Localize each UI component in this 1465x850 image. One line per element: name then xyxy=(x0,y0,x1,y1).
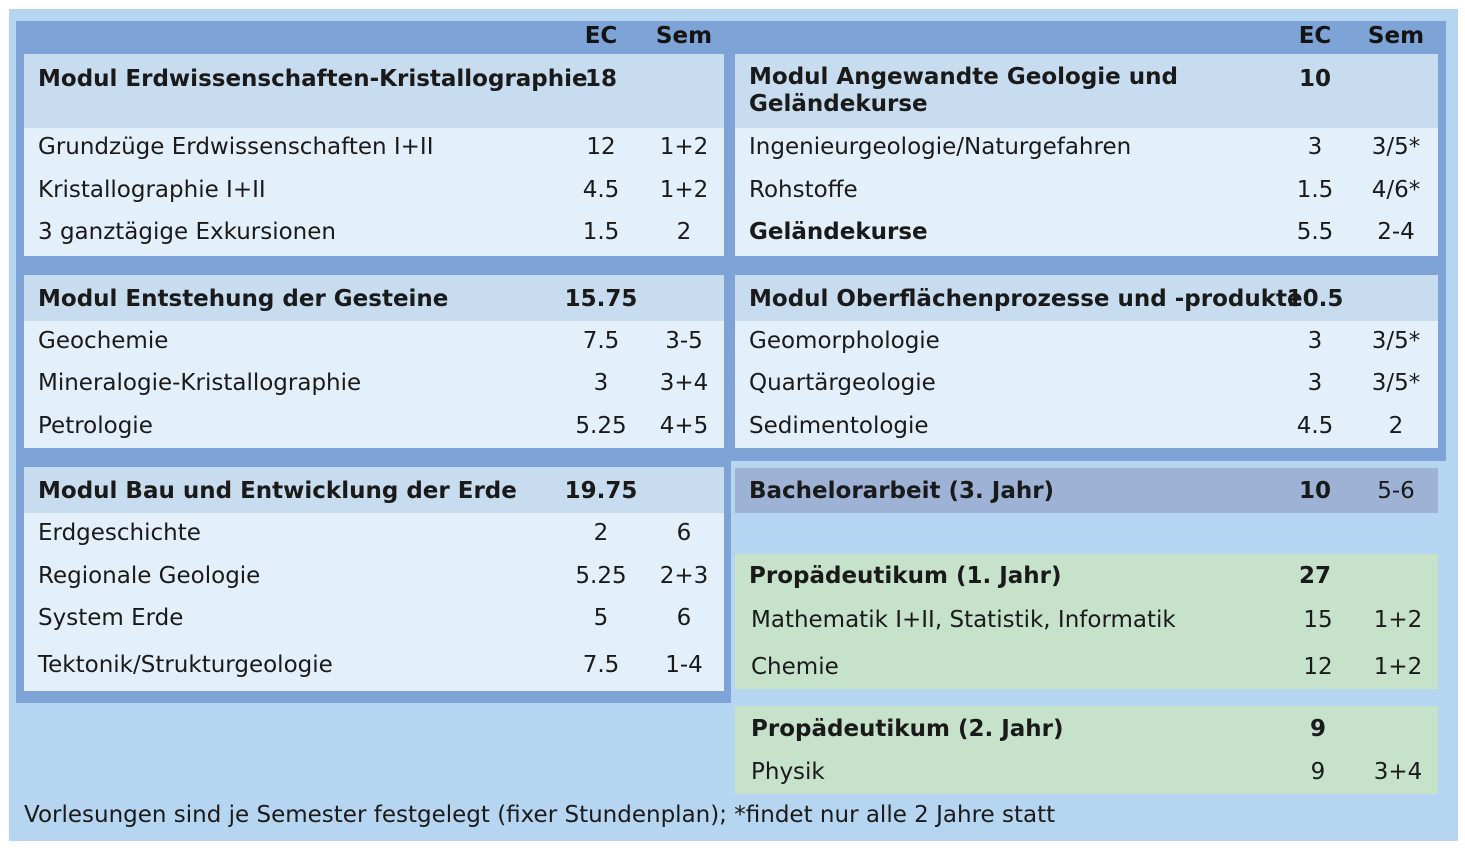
module-title: Modul Bau und Entwicklung der Erde xyxy=(38,478,517,504)
course-ec: 5.5 xyxy=(1296,219,1334,245)
course-label: Rohstoffe xyxy=(749,177,858,203)
course-label: Kristallographie I+II xyxy=(38,177,266,203)
module-panel xyxy=(735,275,1438,448)
propaedeutikum-panel xyxy=(735,554,1438,689)
course-ec: 1.5 xyxy=(582,219,620,245)
course-ec: 9 xyxy=(1310,759,1326,785)
course-sem: 2 xyxy=(1388,413,1404,439)
course-label: Geochemie xyxy=(38,328,169,354)
course-ec: 4.5 xyxy=(582,177,620,203)
course-label: Physik xyxy=(751,759,825,785)
column-header-sem-left: Sem xyxy=(655,23,713,49)
course-ec: 15 xyxy=(1303,607,1333,633)
course-ec: 12 xyxy=(586,134,616,160)
course-ec: 7.5 xyxy=(582,328,620,354)
course-sem: 1+2 xyxy=(659,134,709,160)
course-label: Tektonik/Strukturgeologie xyxy=(38,652,333,678)
course-ec: 1.5 xyxy=(1296,177,1334,203)
module-panel xyxy=(24,275,724,448)
propaedeutikum-title: Propädeutikum (1. Jahr) xyxy=(749,563,1062,589)
course-label: Chemie xyxy=(751,654,839,680)
module-header xyxy=(735,275,1438,321)
course-label: Sedimentologie xyxy=(749,413,929,439)
course-label: Mineralogie-Kristallographie xyxy=(38,370,362,396)
course-label: Geländekurse xyxy=(749,219,928,245)
bachelor-label: Bachelorarbeit (3. Jahr) xyxy=(749,478,1055,504)
course-ec: 12 xyxy=(1303,654,1333,680)
module-ec: 15.75 xyxy=(564,286,638,312)
column-header-sem-right: Sem xyxy=(1367,23,1425,49)
course-ec: 4.5 xyxy=(1296,413,1334,439)
module-ec: 19.75 xyxy=(564,478,638,504)
propaedeutikum-ec: 9 xyxy=(1309,716,1326,742)
course-label: Ingenieurgeologie/Naturgefahren xyxy=(749,134,1132,160)
module-header xyxy=(24,467,724,513)
module-panel xyxy=(24,54,724,256)
course-ec: 3 xyxy=(1307,134,1323,160)
course-sem: 6 xyxy=(676,605,692,631)
course-sem: 1+2 xyxy=(1373,607,1423,633)
propaedeutikum-ec: 27 xyxy=(1298,563,1331,589)
course-ec: 7.5 xyxy=(582,652,620,678)
course-ec: 3 xyxy=(593,370,609,396)
course-sem: 2 xyxy=(676,219,692,245)
course-sem: 1-4 xyxy=(665,652,703,678)
module-title xyxy=(749,64,1178,118)
course-sem: 3/5* xyxy=(1371,134,1421,160)
course-sem: 3+4 xyxy=(659,370,709,396)
course-ec: 2 xyxy=(593,520,609,546)
course-ec: 3 xyxy=(1307,370,1323,396)
course-label: Quartärgeologie xyxy=(749,370,936,396)
course-sem: 1+2 xyxy=(1373,654,1423,680)
course-ec: 5.25 xyxy=(575,563,627,589)
course-sem: 2+3 xyxy=(659,563,709,589)
course-sem: 2-4 xyxy=(1377,219,1415,245)
course-ec: 5.25 xyxy=(575,413,627,439)
module-title-line2: Geländekurse xyxy=(749,91,928,117)
course-label: Geomorphologie xyxy=(749,328,940,354)
module-ec: 10 xyxy=(1298,66,1331,92)
column-header-ec-right: EC xyxy=(1298,23,1332,49)
course-sem: 3/5* xyxy=(1371,370,1421,396)
course-sem: 4+5 xyxy=(659,413,709,439)
module-ec: 18 xyxy=(584,66,617,92)
course-sem: 6 xyxy=(676,520,692,546)
bachelor-thesis-row xyxy=(735,468,1438,513)
module-header xyxy=(735,54,1438,128)
module-header xyxy=(24,54,724,128)
course-ec: 5 xyxy=(593,605,609,631)
course-label: 3 ganztägige Exkursionen xyxy=(38,219,336,245)
bachelor-sem: 5-6 xyxy=(1377,478,1415,504)
module-title: Modul Erdwissenschaften-Kristallographie xyxy=(38,66,588,92)
module-title-line1: Modul Angewandte Geologie und xyxy=(749,64,1178,90)
module-title: Modul Entstehung der Gesteine xyxy=(38,286,449,312)
bachelor-ec: 10 xyxy=(1298,478,1331,504)
propaedeutikum-panel xyxy=(735,706,1438,794)
module-panel xyxy=(735,54,1438,256)
module-ec: 10.5 xyxy=(1286,286,1344,312)
course-ec: 3 xyxy=(1307,328,1323,354)
course-sem: 3-5 xyxy=(665,328,703,354)
module-title: Modul Oberflächenprozesse und -produkte xyxy=(749,286,1303,312)
course-label: Mathematik I+II, Statistik, Informatik xyxy=(751,607,1176,633)
course-label: Regionale Geologie xyxy=(38,563,261,589)
footnote: Vorlesungen sind je Semester festgelegt (fixer Stundenplan); *findet nur alle 2 Jahre statt xyxy=(24,802,1056,828)
propaedeutikum-title: Propädeutikum (2. Jahr) xyxy=(751,716,1064,742)
module-header xyxy=(24,275,724,321)
course-sem: 1+2 xyxy=(659,177,709,203)
course-label: System Erde xyxy=(38,605,184,631)
course-sem: 3/5* xyxy=(1371,328,1421,354)
course-label: Grundzüge Erdwissenschaften I+II xyxy=(38,134,434,160)
column-header-ec-left: EC xyxy=(584,23,618,49)
module-panel xyxy=(24,467,724,691)
course-sem: 4/6* xyxy=(1371,177,1421,203)
course-label: Petrologie xyxy=(38,413,153,439)
course-label: Erdgeschichte xyxy=(38,520,201,546)
course-sem: 3+4 xyxy=(1373,759,1423,785)
